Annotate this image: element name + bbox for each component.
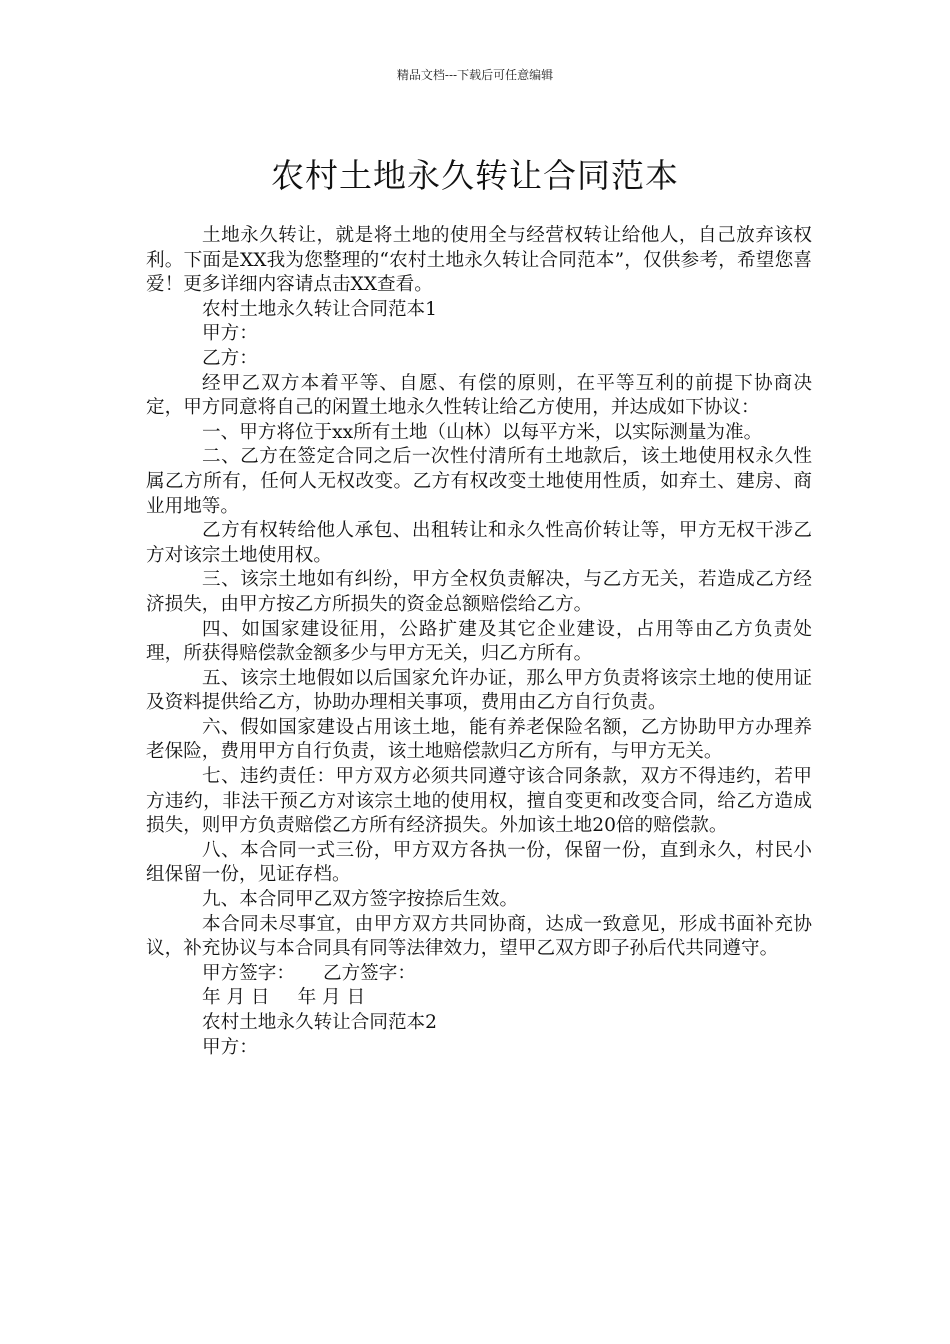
clause-3: 三、该宗土地如有纠纷，甲方全权负责解决，与乙方无关，若造成乙方经济损失，由甲方按乙方所损失的资金总额赔偿给乙方。 <box>146 569 812 615</box>
intro-paragraph: 土地永久转让，就是将土地的使用全与经营权转让给他人，自己放弃该权利。下面是XX我为您整理的“农村土地永久转让合同范本”，仅供参考，希望您喜爱！更多详细内容请点击XX查看。 <box>146 225 812 296</box>
document-body <box>146 224 812 1060</box>
paragraph: 经甲乙双方本着平等、自愿、有偿的原则，在平等互利的前提下协商决定，甲方同意将自己的闲置土地永久性转让给乙方使用，并达成如下协议： <box>146 372 812 419</box>
clause-2: 二、乙方在签定合同之后一次性付清所有土地款后，该土地使用权永久性属乙方所有，任何人无权改变。乙方有权改变土地使用性质，如弃土、建房、商业用地等。 <box>146 446 812 517</box>
section-2-title: 农村土地永久转让合同范本2 <box>202 1012 437 1033</box>
clause-1: 一、甲方将位于xx所有土地（山林）以每平方米，以实际测量为准。 <box>202 421 763 443</box>
party-b-date: 年 月 日 <box>297 987 366 1009</box>
clause-6: 六、假如国家建设占用该土地，能有养老保险名额，乙方协助甲方办理养老保险，费用甲方自行负责，该土地赔偿款归乙方所有，与甲方无关。 <box>146 716 812 763</box>
section-2-party-a: 甲方： <box>202 1036 258 1058</box>
party-a-date: 年 月 日 <box>202 987 270 1009</box>
page-header: 精品文档---下载后可任意编辑 <box>396 68 554 82</box>
party-a-signature-label: 甲方签字： <box>202 962 295 984</box>
clause-4: 四、如国家建设征用，公路扩建及其它企业建设，占用等由乙方负责处理，所获得赔偿款金额多少与甲方无关，归乙方所有。 <box>146 618 812 665</box>
paragraph: 乙方有权转给他人承包、出租转让和永久性高价转让等，甲方无权干涉乙方对该宗土地使用权。 <box>146 520 812 566</box>
clause-8: 八、本合同一式三份，甲方双方各执一份，保留一份，直到永久，村民小组保留一份，见证存档。 <box>146 839 812 886</box>
party-b-line: 乙方： <box>202 347 258 369</box>
clause-5: 五、该宗土地假如以后国家允许办证，那么甲方负责将该宗土地的使用证及资料提供给乙方，协助办理相关事项，费用由乙方自行负责。 <box>146 667 812 714</box>
party-a-line: 甲方： <box>202 323 258 345</box>
paragraph: 本合同未尽事宜，由甲方双方共同协商，达成一致意见，形成书面补充协议，补充协议与本合同具有同等法律效力，望甲乙双方即子孙后代共同遵守。 <box>146 913 812 960</box>
party-b-signature-label: 乙方签字： <box>322 962 416 984</box>
document-title: 农村土地永久转让合同范本 <box>271 156 679 196</box>
signature-line <box>146 962 812 987</box>
section-title: 农村土地永久转让合同范本1 <box>202 298 437 320</box>
date-line <box>146 986 812 1011</box>
clause-9: 九、本合同甲乙双方签字按捺后生效。 <box>202 889 519 911</box>
clause-7: 七、违约责任：甲方双方必须共同遵守该合同条款，双方不得违约，若甲方违约，非法干预乙方对该宗土地的使用权，擅自变更和改变合同，给乙方造成损失，则甲方负责赔偿乙方所有经济损失。外加该土地20倍的赔偿款。 <box>146 766 812 837</box>
